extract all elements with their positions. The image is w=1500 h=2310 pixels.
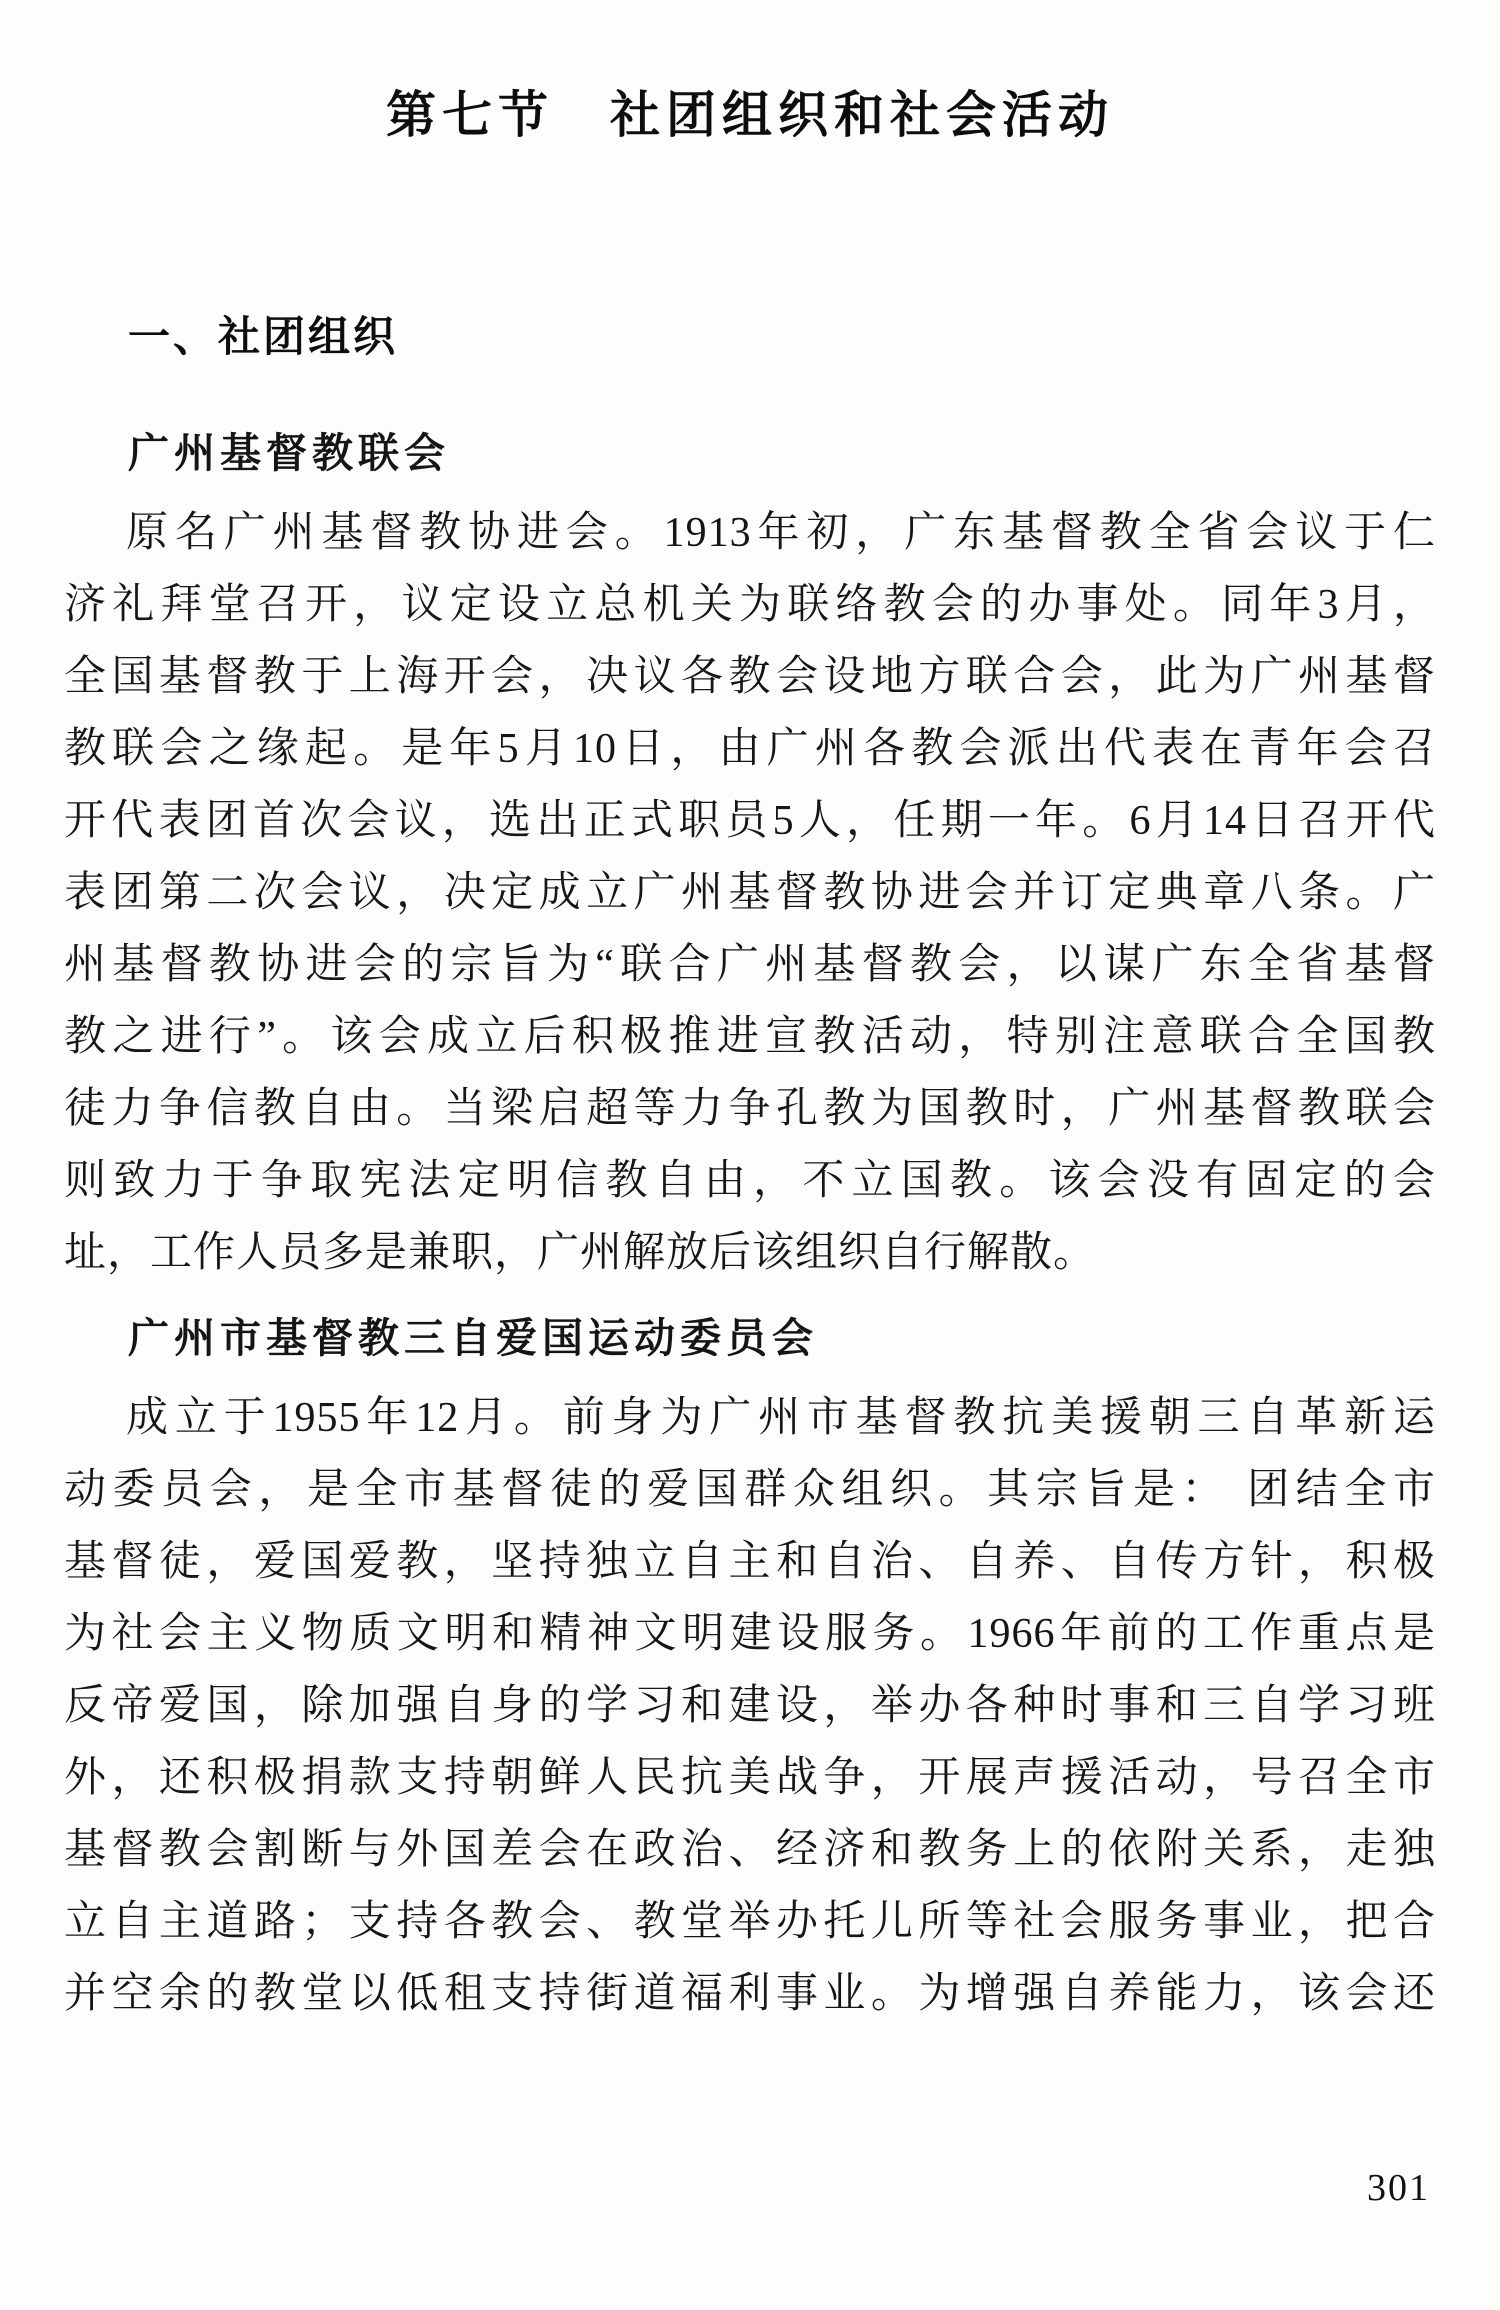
book-page [0,86,1500,2030]
text-line: 并空余的教堂以低租支持街道福利事业。为增强自养能力，该会还 [64,1971,1436,2017]
section-subtitle: 一、社团组织 [128,313,399,360]
page-title: 第七节 社团组织和社会活动 [386,87,1114,143]
text-line: 则致力于争取宪法定明信教自由，不立国教。该会没有固定的会 [64,1158,1436,1204]
text-line: 教联会之缘起。是年5月10日，由广州各教会派出代表在青年会召 [64,726,1436,772]
text-line: 原名广州基督教协进会。1913年初，广东基督教全省会议于仁 [126,510,1436,556]
text-line: 基督徒，爱国爱教，坚持独立自主和自治、自养、自传方针，积极 [64,1539,1436,1585]
text-line: 址，工作人员多是兼职，广州解放后该组织自行解散。 [64,1230,1097,1276]
text-line: 开代表团首次会议，选出正式职员5人，任期一年。6月14日召开代 [64,798,1436,844]
text-line: 立自主道路；支持各教会、教堂举办托儿所等社会服务事业，把合 [64,1899,1436,1945]
org-heading-guangzhou-christian-union: 广州基督教联会 [128,430,450,476]
text-line: 济礼拜堂召开，议定设立总机关为联络教会的办事处。同年3月， [64,582,1436,628]
text-line: 成立于1955年12月。前身为广州市基督教抗美援朝三自革新运 [126,1395,1436,1441]
text-line: 全国基督教于上海开会，决议各教会设地方联合会，此为广州基督 [64,654,1436,700]
page-number: 301 [1367,2167,1430,2209]
text-line: 动委员会，是全市基督徒的爱国群众组织。其宗旨是： 团结全市 [64,1467,1436,1513]
text-line: 外，还积极捐款支持朝鲜人民抗美战争，开展声援活动，号召全市 [64,1755,1436,1801]
text-line: 教之进行”。该会成立后积极推进宣教活动，特别注意联合全国教 [64,1014,1436,1060]
text-line: 表团第二次会议，决定成立广州基督教协进会并订定典章八条。广 [64,870,1436,916]
text-line: 基督教会割断与外国差会在政治、经济和教务上的依附关系，走独 [64,1827,1436,1873]
org-heading-three-self-committee: 广州市基督教三自爱国运动委员会 [128,1315,818,1361]
text-line: 反帝爱国，除加强自身的学习和建设，举办各种时事和三自学习班 [64,1683,1436,1729]
text-line: 州基督教协进会的宗旨为“联合广州基督教会，以谋广东全省基督 [64,942,1436,988]
paragraph-christian-union [64,497,1436,1289]
text-line: 为社会主义物质文明和精神文明建设服务。1966年前的工作重点是 [64,1611,1436,1657]
paragraph-three-self-committee [64,1382,1436,2030]
text-line: 徒力争信教自由。当梁启超等力争孔教为国教时，广州基督教联会 [64,1086,1436,1132]
